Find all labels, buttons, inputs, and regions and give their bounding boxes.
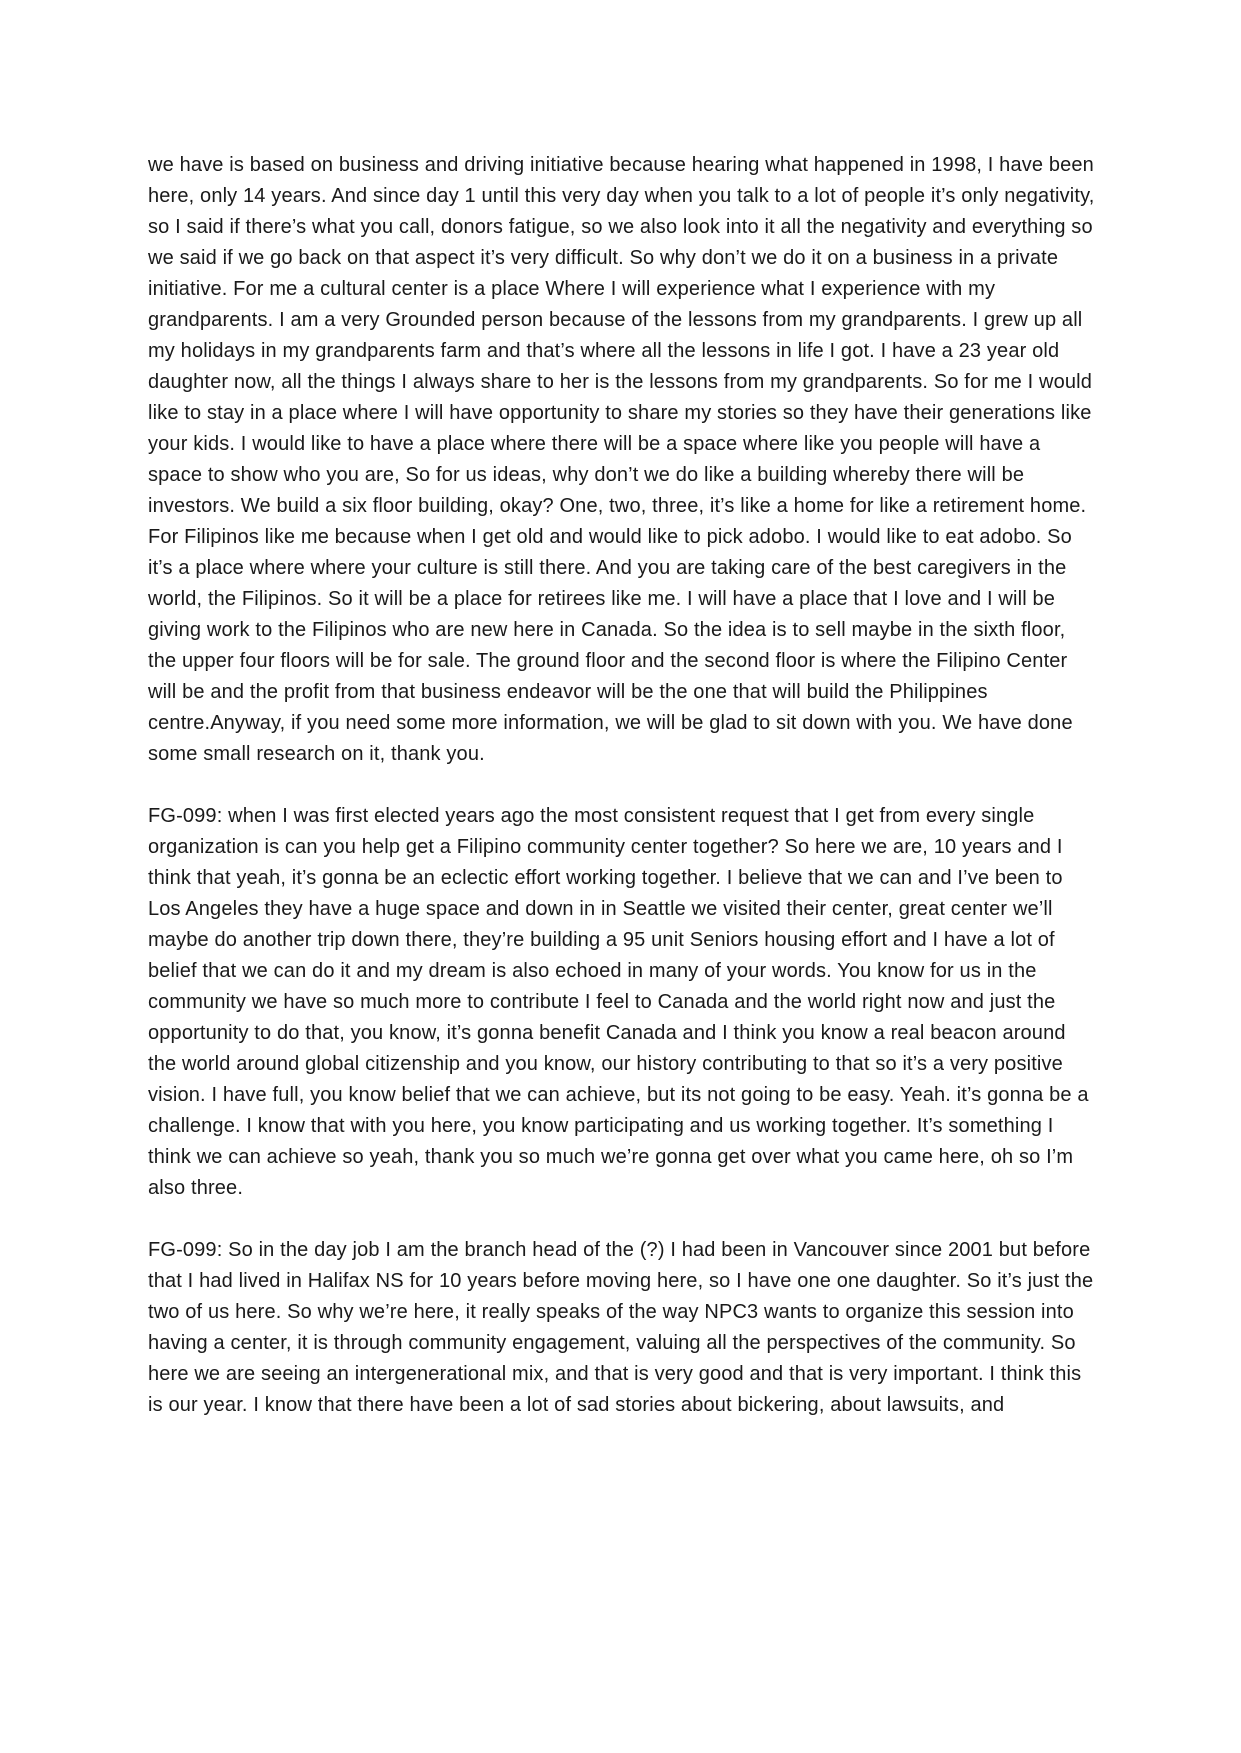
paragraph-business-initiative: we have is based on business and driving initiative because hearing what happened in 1998, I have been here, only 14 years. And since day 1 until this very day when you talk to a lot of people it’s only negativity, so I said if there’s what you call, donors fatigue, so we also look into it all the negativity and everything so we said if we go back on that aspect it’s very difficult. So why don’t we do it on a business in a private initiative. For me a cultural center is a place Where I will experience what I experience with my grandparents. I am a very Grounded person because of the lessons from my grandparents. I grew up all my holidays in my grandparents farm and that’s where all the lessons in life I got. I have a 23 year old daughter now, all the things I always share to her is the lessons from my grandparents. So for me I would like to stay in a place where I will have opportunity to share my stories so they have their generations like your kids. I would like to have a place where there will be a space where like you people will have a space to show who you are, So for us ideas, why don’t we do like a building whereby there will be investors. We build a six floor building, okay? One, two, three, it’s like a home for like a retirement home. For Filipinos like me because when I get old and would like to pick adobo. I would like to eat adobo. So it’s a place where where your culture is still there. And you are taking care of the best caregivers in the world, the Filipinos. So it will be a place for retirees like me. I will have a place that I love and I will be giving work to the Filipinos who are new here in Canada. So the idea is to sell maybe in the sixth floor, the upper four floors will be for sale. The ground floor and the second floor is where the Filipino Center will be and the profit from that business endeavor will be the one that will build the Philippines centre.Anyway, if you need some more information, we will be glad to sit down with you. We have done some small research on it, thank you. xyxy=(148,154,1095,765)
paragraph-fg-099-community-center: FG-099: when I was first elected years ago the most consistent request that I get from every single organization is can you help get a Filipino community center together? So here we are, 10 years and I think that yeah, it’s gonna be an eclectic effort working together. I believe that we can and I’ve been to Los Angeles they have a huge space and down in in Seattle we visited their center, great center we’ll maybe do another trip down there, they’re building a 95 unit Seniors housing effort and I have a lot of belief that we can do it and my dream is also echoed in many of your words. You know for us in the community we have so much more to contribute I feel to Canada and the world right now and just the opportunity to do that, you know, it’s gonna benefit Canada and I think you know a real beacon around the world around global citizenship and you know, our history contributing to that so it’s a very positive vision. I have full, you know belief that we can achieve, but its not going to be easy. Yeah. it’s gonna be a challenge. I know that with you here, you know participating and us working together. It’s something I think we can achieve so yeah, thank you so much we’re gonna get over what you came here, oh so I’m also three. xyxy=(148,805,1089,1199)
document-body xyxy=(148,150,1098,1421)
paragraph-fg-099-day-job: FG-099: So in the day job I am the branch head of the (?) I had been in Vancouver since 2001 but before that I had lived in Halifax NS for 10 years before moving here, so I have one one daughter. So it’s just the two of us here. So why we’re here, it really speaks of the way NPC3 wants to organize this session into having a center, it is through community engagement, valuing all the perspectives of the community. So here we are seeing an intergenerational mix, and that is very good and that is very important. I think this is our year. I know that there have been a lot of sad stories about bickering, about lawsuits, and xyxy=(148,1239,1094,1416)
